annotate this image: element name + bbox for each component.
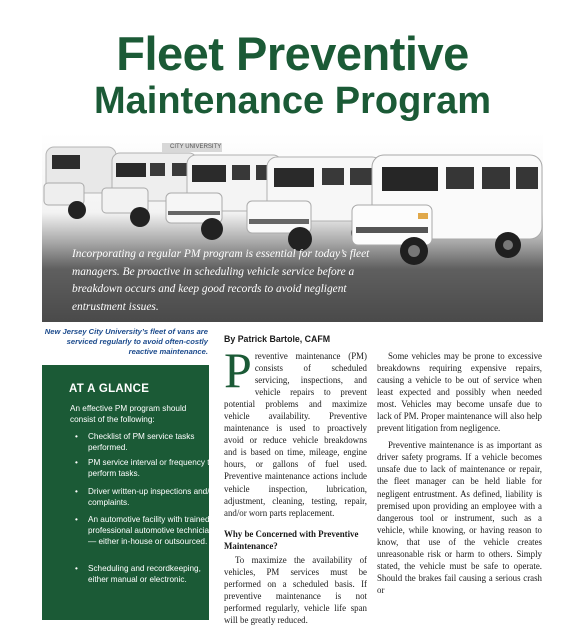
list-item: • An automotive facility with trained professional automotive technicians — either in-house or outsourced. (75, 515, 218, 546)
article-paragraph-4: Preventive maintenance is as important as driver safety programs. If a vehicle becomes unsafe due to lack of maintenance or repair, the fleet manager can be held liable for negligent entrustment. As defined, liability is premised upon providing an employee with a dangerous tool or instrument, such as a vehicle, while knowing, or having reason to know, that use of the vehicle creates unreasonable risk or harm to others. Simply stated, the vehicle must be safe to operate. Should the brakes fail causing a serious crash or (377, 440, 542, 595)
title-line-1: Fleet Preventive (116, 27, 469, 80)
bullet-icon: • (75, 432, 78, 441)
bullet-icon: • (75, 564, 78, 573)
bullet-icon: • (75, 458, 78, 467)
title-line-2: Maintenance Program (94, 80, 491, 122)
article-paragraph-2: To maximize the availability of vehicles, PM services must be performed on a scheduled basis. If preventive maintenance is not performed regularly, vehicle life span will be greatly reduced. (224, 554, 367, 625)
bullet-icon: • (75, 515, 78, 524)
photo-caption: New Jersey City University’s fleet of vans are serviced regularly to avoid often-costly reactive maintenance. (44, 327, 208, 356)
van-front (352, 155, 542, 265)
list-item: • Checklist of PM service tasks performed. (75, 432, 195, 452)
list-item: • PM service interval or frequency to perform tasks. (75, 458, 215, 478)
article-paragraph-1: Preventive maintenance (PM) consists of scheduled servicing, inspections, and vehicle repairs to prevent potential problems and maximize vehicle availability. Preventive maintenance is used to proactively avoid or reduce vehicle breakdowns and is based on time, mileage, engine hours, or gallons of fuel used. Preventive maintenance actions include vehicle inspection, lubrication, adjustment, cleaning, testing, repair, and/or worn parts replacement. (224, 342, 367, 518)
at-a-glance-box (42, 365, 218, 620)
drop-cap: P (224, 342, 252, 398)
article-subhead: Why be Concerned with Preventive Maintenance? (224, 528, 359, 551)
list-item: • Scheduling and recordkeeping, either manual or electronic. (75, 564, 201, 584)
article-byline: By Patrick Bartole, CAFM (224, 334, 331, 344)
article-column-2 (377, 350, 542, 596)
article-column-1 (224, 342, 367, 626)
article-paragraph-3: Some vehicles may be prone to excessive breakdowns requiring expensive repairs, causing a vehicle to be out of service when least expected and possibly when needed most. Vehicles may become unsafe due to lack of PM. Proper maintenance will also help prevent litigation from negligence. (377, 351, 542, 434)
vans-photo (42, 133, 543, 322)
at-a-glance-lead: An effective PM program should consist of the following: (70, 404, 187, 424)
roof-sign-text: CITY UNIVERSITY (170, 144, 222, 150)
bullet-icon: • (75, 487, 78, 496)
at-a-glance-heading: AT A GLANCE (69, 383, 150, 395)
list-item: • Driver written-up inspections and/or complaints. (75, 487, 217, 507)
photo-intro-text: Incorporating a regular PM program is essential for today’s fleet managers. Be proactive in scheduling vehicle service before a breakdown occurs and keep good records to avoid negligent entrustment issues. (72, 248, 370, 313)
